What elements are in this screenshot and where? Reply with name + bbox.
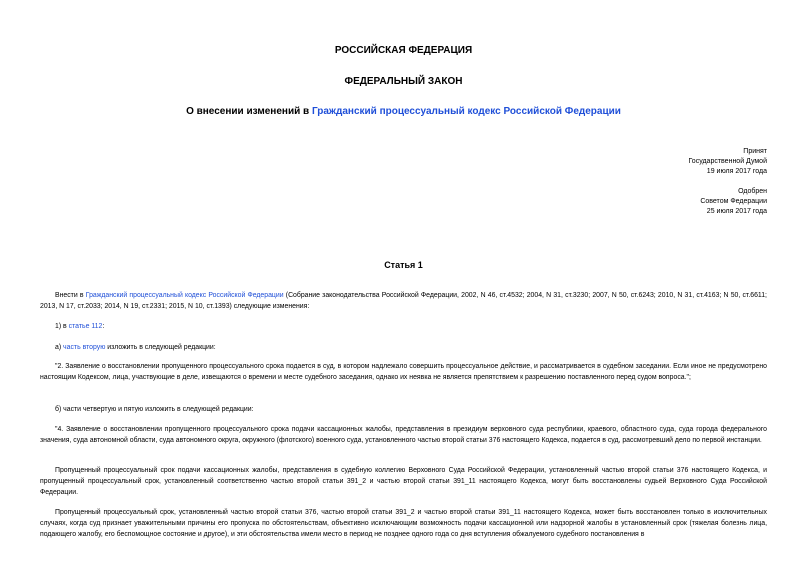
intro-suffix: (Собрание законодательства Российской Федерации, 2002, N 46, ст.4532; 2004, N 31, ст.3230; 2007, N 50, ст.6243; 2010, N 31, ст.4163; N 50, ст.6611; 2013, N 17, ст.2033; 2014, N 19, ст.2331; 2015, N 10, ст.1393) следующие изменения: xyxy=(40,292,767,310)
duma-adoption-block xyxy=(688,147,767,177)
duma-name: Государственной Думой xyxy=(688,158,767,165)
council-name: Советом Федерации xyxy=(700,198,767,205)
civil-code-link-body[interactable]: Гражданский процессуальный кодекс Российской Федерации xyxy=(85,292,284,299)
council-date: 25 июля 2017 года xyxy=(706,208,767,215)
article-112-link[interactable]: статье 112 xyxy=(68,323,103,330)
law-type-heading: ФЕДЕРАЛЬНЫЙ ЗАКОН xyxy=(344,76,463,87)
item-a xyxy=(40,342,767,353)
civil-code-link[interactable]: Гражданский процессуальный кодекс Российской Федерации xyxy=(311,106,621,117)
part-two-link[interactable]: часть вторую xyxy=(63,344,106,351)
item-1-prefix: 1) в xyxy=(55,323,69,330)
item-a-prefix: а) xyxy=(55,344,64,351)
intro-prefix: Внести в xyxy=(55,292,86,299)
duma-date: 19 июля 2017 года xyxy=(706,168,767,175)
article-title: Статья 1 xyxy=(384,260,423,270)
quote-part-4: "4. Заявление о восстановлении пропущенного процессуального срока подачи кассационных жалобы, представления в президиум верховного суда республики, краевого, областного суда, суда города федерального значения, суда автономной области, суда автономного округа, окружного (флотского) военного суда, установленного частью второй статьи 376 настоящего Кодекса, подается в суд, рассмотревший дело по первой инстанции. xyxy=(40,426,767,444)
item-1 xyxy=(40,321,767,332)
intro-paragraph xyxy=(40,290,767,312)
item-1-suffix: : xyxy=(102,323,105,330)
council-approval-block xyxy=(700,187,767,217)
item-a-suffix: изложить в следующей редакции: xyxy=(105,344,216,351)
paragraph-missed-deadline: Пропущенный процессуальный срок подачи кассационных жалобы, представления в судебную коллегию Верховного Суда Российской Федерации, установленный частью второй статьи 376 настоящего Кодекса, и пропущенный процессуальный срок, установленный соответственно частью второй статьи 391_2 и частью второй статьи 391_11 настоящего Кодекса, могут быть восстановлены судьей Верховного Суда Российской Федерации. xyxy=(40,467,767,496)
law-title-prefix: О внесении изменений в xyxy=(186,106,312,117)
federation-heading: РОССИЙСКАЯ ФЕДЕРАЦИЯ xyxy=(334,45,473,56)
council-approved-label: Одобрен xyxy=(738,188,767,195)
paragraph-exceptional-cases: Пропущенный процессуальный срок, установленный частью второй статьи 376, частью второй статьи 391_2 и частью второй статьи 391_11 настоящего Кодекса, может быть восстановлен только в исключительных случаях, когда суд признает уважительными причины его пропуска по обстоятельствам, объективно исключающим возможность подачи кассационной или надзорной жалобы в установленный срок (тяжелая болезнь лица, подающего жалобу, его беспомощное состояние и другое), и эти обстоятельства имели место в период не позднее одного года со дня вступления обжалуемого судебного постановления в xyxy=(40,509,767,538)
quote-part-2: "2. Заявление о восстановлении пропущенного процессуального срока подается в суд, в котором надлежало совершить процессуальное действие, и рассматривается в судебном заседании. Если иное не предусмотрено настоящим Кодексом, лица, участвующие в деле, извещаются о времени и месте судебного заседания, однако их неявка не является препятствием к разрешению поставленного перед судом вопроса."; xyxy=(40,363,767,381)
law-title xyxy=(0,106,807,117)
item-b: б) части четвертую и пятую изложить в следующей редакции: xyxy=(55,406,254,413)
duma-adopted-label: Принят xyxy=(743,148,767,155)
